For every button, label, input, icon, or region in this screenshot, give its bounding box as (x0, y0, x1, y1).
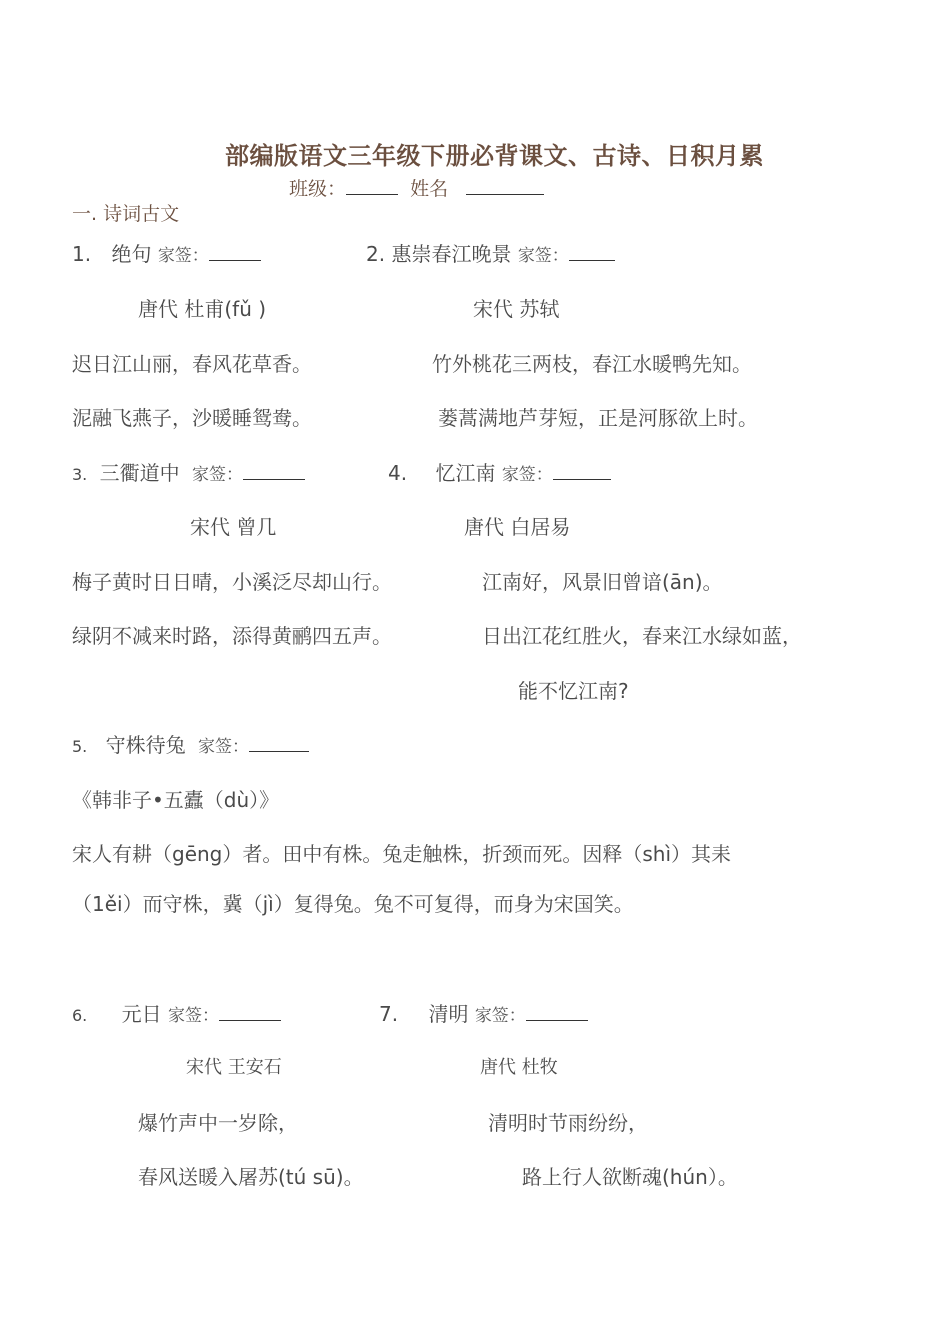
poem-3-line-2: 绿阴不减来时路，添得黄鹂四五声。 (72, 624, 392, 648)
poem-7-sign-blank[interactable] (526, 1002, 588, 1021)
poem-7-line-2: 路上行人欲断魂(hún）。 (522, 1165, 738, 1189)
poem-5-sign-blank[interactable] (249, 733, 309, 752)
poem-1-title: 绝句 (111, 242, 152, 266)
poem-3-sign-blank[interactable] (243, 461, 305, 480)
poem-1-author: 唐代 杜甫(fǔ ) (138, 297, 267, 321)
poem-1-line-1: 迟日江山丽，春风花草香。 (72, 352, 312, 376)
poem-5-number: 5. (72, 737, 88, 756)
poem-2-header (366, 238, 615, 267)
poem-7-author: 唐代 杜牧 (480, 1057, 558, 1078)
poem-7-header (379, 998, 588, 1027)
poem-4-line-3: 能不忆江南? (518, 679, 629, 703)
poem-4-sign-label: 家签： (501, 465, 553, 485)
poem-5-line-1: 宋人有耕（gēng）者。田中有株。兔走触株，折颈而死。因释（shì）其耒 (72, 842, 732, 866)
poem-2-sign-label: 家签： (517, 246, 569, 266)
poem-4-line-2: 日出江花红胜火，春来江水绿如蓝， (482, 624, 802, 648)
poem-3-header (72, 457, 305, 486)
poem-5-header (72, 729, 309, 758)
poem-3-number: 3. (72, 465, 88, 484)
poem-4-number: 4. (388, 461, 408, 485)
poem-2-number: 2. (366, 242, 386, 266)
section-number: 一. (72, 203, 98, 225)
poem-1-number: 1. (72, 242, 92, 266)
poem-7-title: 清明 (428, 1002, 469, 1026)
poem-4-title: 忆江南 (435, 461, 496, 485)
poem-5-title: 守株待兔 (105, 733, 186, 757)
poem-4-line-1: 江南好，风景旧曾谙(ān)。 (482, 570, 723, 594)
poem-5-source: 《韩非子•五蠹（dù）》 (72, 788, 280, 812)
poem-7-sign-label: 家签： (474, 1006, 526, 1026)
poem-4-author: 唐代 白居易 (464, 515, 571, 539)
poem-6-sign-label: 家签： (167, 1006, 219, 1026)
poem-6-header (72, 998, 281, 1027)
poem-5-sign-label: 家签： (197, 737, 249, 757)
poem-6-author: 宋代 王安石 (186, 1057, 282, 1078)
poem-4-sign-blank[interactable] (553, 461, 611, 480)
poem-3-title: 三衢道中 (99, 461, 180, 485)
poem-1-line-2: 泥融飞燕子，沙暖睡鸳鸯。 (72, 406, 312, 430)
poem-6-title: 元日 (121, 1002, 162, 1026)
poem-1-sign-blank[interactable] (209, 242, 261, 261)
poem-5-line-2: （1ěi）而守株，冀（jì）复得兔。兔不可复得，而身为宋国笑。 (72, 892, 634, 916)
poem-2-title: 惠崇春江晚景 (391, 242, 512, 266)
poem-1-sign-label: 家签： (157, 246, 209, 266)
poem-2-sign-blank[interactable] (569, 242, 615, 261)
class-blank[interactable] (346, 176, 398, 195)
page-title: 部编版语文三年级下册必背课文、古诗、日积月累 (225, 142, 764, 170)
poem-1-header (72, 238, 261, 267)
poem-6-number: 6. (72, 1006, 88, 1025)
poem-6-line-2: 春风送暖入屠苏(tú sū)。 (138, 1165, 364, 1189)
section-title: 诗词古文 (103, 203, 180, 225)
name-label: 姓名 (410, 178, 449, 200)
poem-7-number: 7. (379, 1002, 399, 1026)
name-blank[interactable] (466, 176, 544, 195)
poem-3-author: 宋代 曾几 (190, 515, 277, 539)
poem-2-line-2: 蒌蒿满地芦芽短，正是河豚欲上时。 (438, 406, 758, 430)
poem-2-author: 宋代 苏轼 (473, 297, 560, 321)
class-label: 班级： (289, 178, 347, 200)
class-name-row (289, 174, 544, 201)
poem-6-line-1: 爆竹声中一岁除， (138, 1111, 298, 1135)
poem-2-line-1: 竹外桃花三两枝，春江水暖鸭先知。 (432, 352, 752, 376)
poem-6-sign-blank[interactable] (219, 1002, 281, 1021)
poem-3-sign-label: 家签： (191, 465, 243, 485)
poem-3-line-1: 梅子黄时日日晴，小溪泛尽却山行。 (72, 570, 392, 594)
section-heading (72, 199, 179, 226)
poem-7-line-1: 清明时节雨纷纷， (488, 1111, 648, 1135)
poem-4-header (388, 457, 611, 486)
